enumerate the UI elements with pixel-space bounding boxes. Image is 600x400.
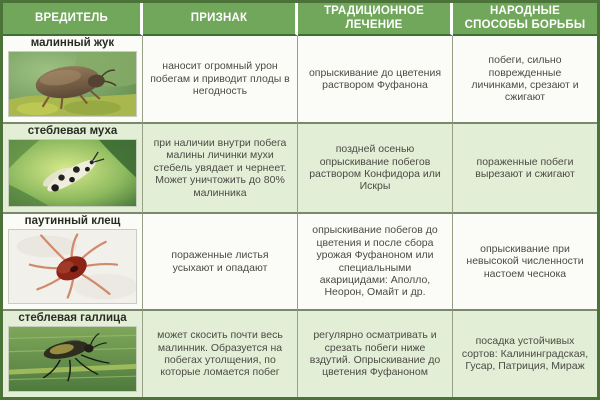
folk-cell: побеги, сильно поврежденные личинками, срезают и сжигают bbox=[453, 36, 597, 124]
sign-cell: при наличии внутри побега малины личинки мухи стебель увядает и чернеет. Может уничтожить до 80% малинника bbox=[143, 124, 298, 214]
pest-cell-spider-mite bbox=[3, 214, 143, 311]
traditional-cell: поздней осенью опрыскивание побегов раствором Конфидора или Искры bbox=[298, 124, 453, 214]
header-sign: ПРИЗНАК bbox=[143, 3, 298, 36]
pest-cell-stem-gall-midge bbox=[3, 311, 143, 397]
spider-mite-illustration bbox=[9, 230, 136, 303]
pest-cell-stem-fly bbox=[3, 124, 143, 214]
sign-cell: может скосить почти весь малинник. Образуется на побегах утолщения, по которые ломается побег bbox=[143, 311, 298, 397]
pest-name: паутинный клещ bbox=[24, 215, 121, 227]
header-folk-methods: НАРОДНЫЕ СПОСОБЫ БОРЬБЫ bbox=[453, 3, 597, 36]
stem-gall-midge-photo bbox=[8, 326, 137, 392]
pest-name: малинный жук bbox=[30, 37, 115, 49]
folk-cell: пораженные побеги вырезают и сжигают bbox=[453, 124, 597, 214]
sign-cell: пораженные листья усыхают и опадают bbox=[143, 214, 298, 311]
raspberry-beetle-illustration bbox=[9, 52, 136, 116]
traditional-cell: регулярно осматривать и срезать побеги ниже вздутий. Опрыскивание до цветения Фуфаноном bbox=[298, 311, 453, 397]
folk-cell: опрыскивание при невысокой численности настоем чеснока bbox=[453, 214, 597, 311]
stem-gall-midge-illustration bbox=[9, 327, 136, 391]
header-traditional-treatment: ТРАДИЦИОННОЕ ЛЕЧЕНИЕ bbox=[298, 3, 453, 36]
stem-fly-illustration bbox=[9, 140, 136, 206]
header-pest: ВРЕДИТЕЛЬ bbox=[3, 3, 143, 36]
sign-cell: наносит огромный урон побегам и приводит плоды в негодность bbox=[143, 36, 298, 124]
pest-name: стеблевая муха bbox=[27, 125, 118, 137]
spider-mite-photo bbox=[8, 229, 137, 304]
traditional-cell: опрыскивание до цветения раствором Фуфанона bbox=[298, 36, 453, 124]
folk-cell: посадка устойчивых сортов: Калининградская, Гусар, Патриция, Мираж bbox=[453, 311, 597, 397]
pest-cell-raspberry-beetle bbox=[3, 36, 143, 124]
traditional-cell: опрыскивание побегов до цветения и после сбора урожая Фуфаноном или специальными акарицидами: Аполло, Неорон, Омайт и др. bbox=[298, 214, 453, 311]
pest-name: стеблевая галлица bbox=[18, 312, 127, 324]
raspberry-beetle-photo bbox=[8, 51, 137, 117]
stem-fly-photo bbox=[8, 139, 137, 207]
